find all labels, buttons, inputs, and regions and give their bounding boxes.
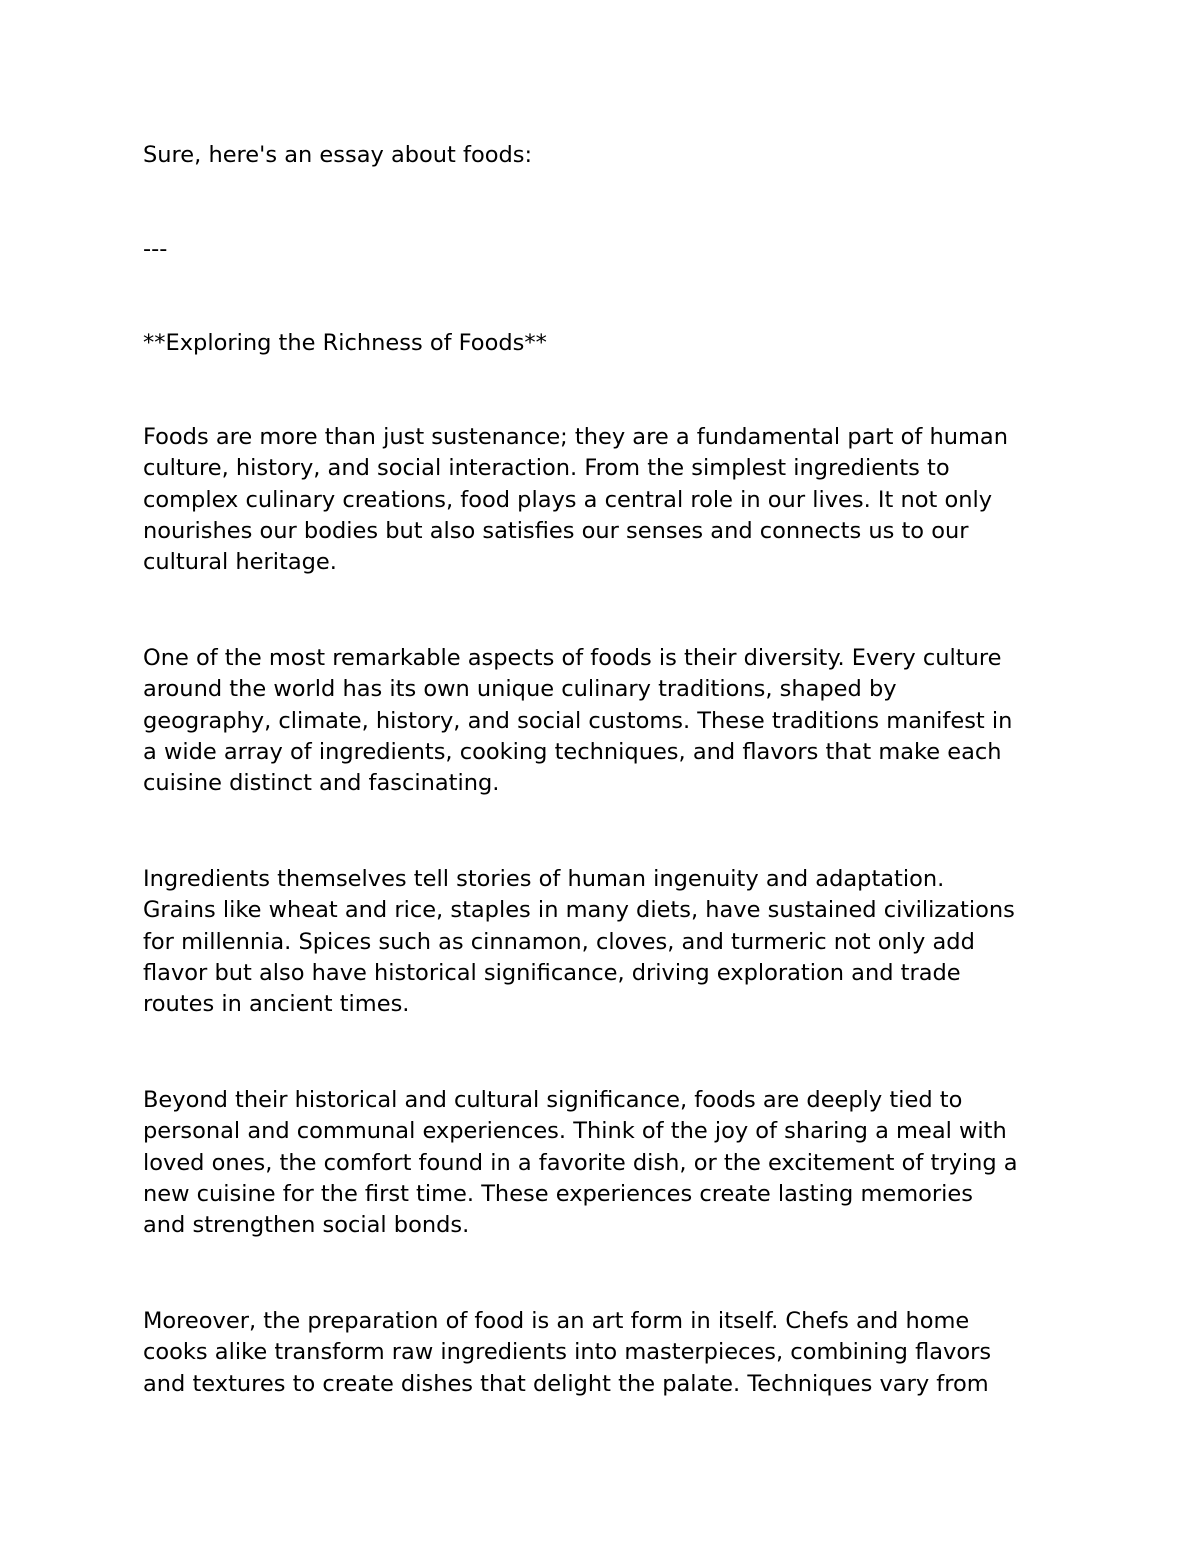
paragraph: Moreover, the preparation of food is an art form in itself. Chefs and home cooks alike transform raw ingredients into masterpieces, combining flavors and textures to create dishes that delight the palate. Techniques vary from — [143, 1308, 992, 1397]
paragraph: Foods are more than just sustenance; they are a fundamental part of human culture, history, and social interaction. From the simplest ingredients to complex culinary creations, food plays a central role in our lives. It not only nourishes our bodies but also satisfies our senses and connects us to our cultural heritage. — [143, 424, 1008, 576]
essay-title: **Exploring the Richness of Foods** — [143, 330, 547, 356]
intro-line: Sure, here's an essay about foods: — [143, 142, 533, 168]
paragraph: Beyond their historical and cultural significance, foods are deeply tied to personal and communal experiences. Think of the joy of sharing a meal with loved ones, the comfort found in a favorite dish, or the excitement of trying a new cuisine for the first time. These experiences create lasting memories and strengthen social bonds. — [143, 1087, 1018, 1239]
separator-line: --- — [143, 236, 168, 262]
paragraph: Ingredients themselves tell stories of human ingenuity and adaptation. Grains like wheat and rice, staples in many diets, have sustained civilizations for millennia. Spices such as cinnamon, cloves, and turmeric not only add flavor but also have historical significance, driving exploration and trade routes in ancient times. — [143, 866, 1015, 1018]
paragraph: One of the most remarkable aspects of foods is their diversity. Every culture around the world has its own unique culinary traditions, shaped by geography, climate, history, and social customs. These traditions manifest in a wide array of ingredients, cooking techniques, and flavors that make each cuisine distinct and fascinating. — [143, 645, 1013, 797]
